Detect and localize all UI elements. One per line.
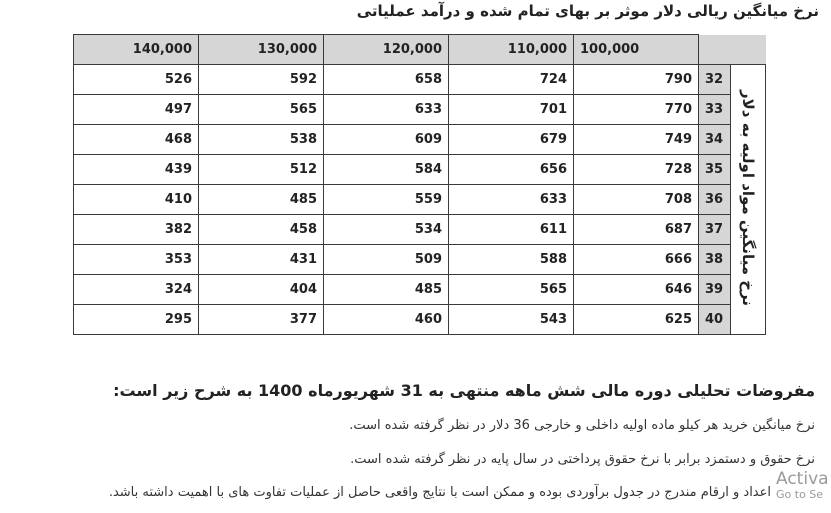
table-cell: 790 (574, 65, 699, 95)
table-cell: 633 (324, 95, 449, 125)
row-header: 33 (699, 95, 731, 125)
row-header: 32 (699, 65, 731, 95)
table-cell: 646 (574, 275, 699, 305)
table-cell: 609 (324, 125, 449, 155)
table-cell: 611 (449, 215, 574, 245)
header-row (74, 35, 766, 65)
table-cell: 559 (324, 185, 449, 215)
table-row (74, 125, 766, 155)
table-cell: 404 (199, 275, 324, 305)
table-cell: 410 (74, 185, 199, 215)
assumptions-heading: مفروضات تحلیلی دوره مالی شش ماهه منتهی به 31 شهریورماه 1400 به شرح زیر است: (113, 381, 815, 400)
table-cell: 538 (199, 125, 324, 155)
table-row (74, 65, 766, 95)
table-cell: 679 (449, 125, 574, 155)
table-cell: 431 (199, 245, 324, 275)
row-header: 39 (699, 275, 731, 305)
row-axis-label: نرخ میانگین مواد اولیه به دلار (739, 89, 757, 306)
row-header: 36 (699, 185, 731, 215)
table-cell: 625 (574, 305, 699, 335)
table-cell: 468 (74, 125, 199, 155)
table-cell: 658 (324, 65, 449, 95)
table-row (74, 245, 766, 275)
table-cell: 353 (74, 245, 199, 275)
table-cell: 565 (449, 275, 574, 305)
table-cell: 633 (449, 185, 574, 215)
table-cell: 588 (449, 245, 574, 275)
table-cell: 592 (199, 65, 324, 95)
table-cell: 534 (324, 215, 449, 245)
column-header: 130,000 (199, 35, 324, 65)
table-cell: 324 (74, 275, 199, 305)
table-cell: 512 (199, 155, 324, 185)
header-spacer (699, 35, 731, 65)
table-cell: 497 (74, 95, 199, 125)
table-cell: 377 (199, 305, 324, 335)
table-cell: 749 (574, 125, 699, 155)
table-cell: 526 (74, 65, 199, 95)
table-cell: 295 (74, 305, 199, 335)
assumption-line: اعداد و ارقام مندرج در جدول برآوردی بوده و ممکن است با نتایج واقعی حاصل از عملیات تفاوت های با اهمیت داشته باشد. (108, 485, 771, 500)
table-row (74, 95, 766, 125)
table-cell: 728 (574, 155, 699, 185)
table-row (74, 185, 766, 215)
table-cell: 439 (74, 155, 199, 185)
assumption-line: نرخ حقوق و دستمزد برابر با نرخ حقوق پرداختی در سال پایه در نظر گرفته شده است. (350, 452, 815, 467)
table-cell: 485 (324, 275, 449, 305)
watermark-line: Go to Se (776, 487, 824, 501)
table-row (74, 155, 766, 185)
table-cell: 724 (449, 65, 574, 95)
column-header: 110,000 (449, 35, 574, 65)
header-spacer (731, 35, 766, 65)
row-header: 37 (699, 215, 731, 245)
row-header: 38 (699, 245, 731, 275)
table-cell: 687 (574, 215, 699, 245)
table-cell: 708 (574, 185, 699, 215)
table-cell: 460 (324, 305, 449, 335)
assumption-line: نرخ میانگین خرید هر کیلو ماده اولیه داخلی و خارجی 36 دلار در نظر گرفته شده است. (349, 418, 815, 433)
table-row (74, 275, 766, 305)
row-axis-label-cell (731, 65, 766, 335)
table-title: نرخ میانگین ریالی دلار موثر بر بهای تمام شده و درآمد عملیاتی (356, 2, 819, 20)
column-header: 140,000 (74, 35, 199, 65)
table-row (74, 305, 766, 335)
table-row (74, 215, 766, 245)
watermark-line: Activa (776, 469, 829, 489)
table-cell: 458 (199, 215, 324, 245)
column-header: 100,000 (574, 35, 699, 65)
activation-watermark (776, 470, 829, 501)
row-header: 35 (699, 155, 731, 185)
row-header: 40 (699, 305, 731, 335)
table-cell: 565 (199, 95, 324, 125)
sensitivity-table (73, 34, 766, 335)
table-cell: 382 (74, 215, 199, 245)
row-header: 34 (699, 125, 731, 155)
table-cell: 543 (449, 305, 574, 335)
table-cell: 770 (574, 95, 699, 125)
table-cell: 666 (574, 245, 699, 275)
column-header: 120,000 (324, 35, 449, 65)
table-cell: 701 (449, 95, 574, 125)
table-cell: 656 (449, 155, 574, 185)
table-cell: 584 (324, 155, 449, 185)
table-cell: 485 (199, 185, 324, 215)
table-cell: 509 (324, 245, 449, 275)
